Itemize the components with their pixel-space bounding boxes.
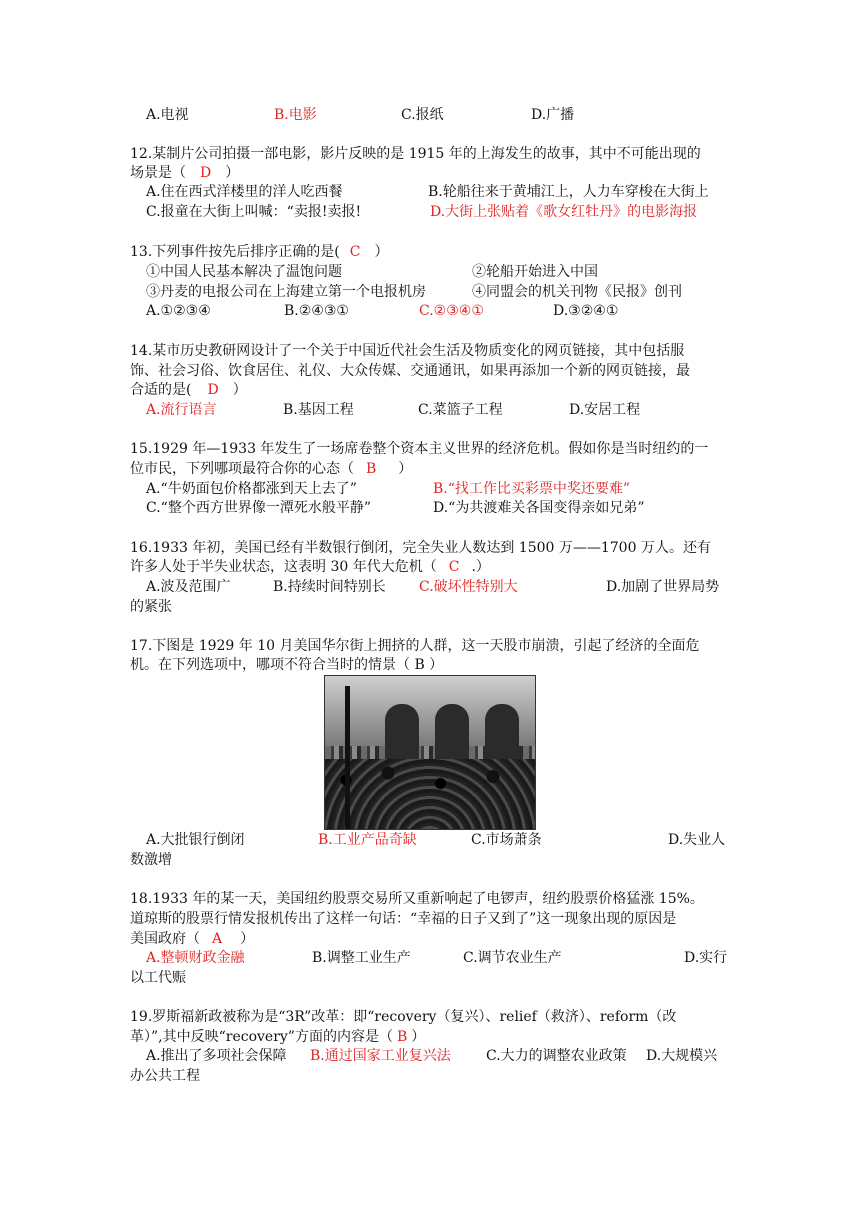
q16-option-a: A.波及范围广 xyxy=(146,579,231,595)
q18-option-d-continued: 以工代赈 xyxy=(130,970,186,986)
q14-option-b: B.基因工程 xyxy=(283,402,354,418)
q12-option-c: C.报童在大街上叫喊：“卖报!卖报! xyxy=(146,204,362,220)
q11-option-a: A.电视 xyxy=(146,107,189,123)
q19-answer: B xyxy=(396,1029,408,1045)
q15-stem-line1: 15.1929 年—1933 年发生了一场席卷整个资本主义世界的经济危机。假如你是当时纽约的一 xyxy=(130,441,709,457)
q19-option-d: D.大规模兴 xyxy=(646,1048,718,1064)
q12-stem-line1: 12.某制片公司拍摄一部电影，影片反映的是 1915 年的上海发生的故事，其中不可能出现的 xyxy=(130,146,701,162)
q13-option-a: A.①②③④ xyxy=(146,303,211,319)
q17-option-c: C.市场萧条 xyxy=(471,832,542,848)
photo-crowd xyxy=(325,759,535,829)
q14-option-c: C.菜篮子工程 xyxy=(418,402,503,418)
q19-option-a: A.推出了多项社会保障 xyxy=(146,1048,287,1064)
q13-item-4: ④同盟会的机关刊物《民报》创刊 xyxy=(472,284,682,300)
q17-option-d: D.失业人 xyxy=(668,832,726,848)
q11-option-b: B.电影 xyxy=(274,107,317,123)
q16-option-d-continued: 的紧张 xyxy=(130,599,172,615)
q14-stem-line1: 14.某市历史教研网设计了一个关于中国近代社会生活及物质变化的网页链接，其中包括服 xyxy=(130,343,685,359)
q19-option-c: C.大力的调整农业政策 xyxy=(486,1048,627,1064)
q18-stem-line1: 18.1933 年的某一天，美国纽约股票交易所又重新响起了电锣声，纽约股票价格猛涨 15%。 xyxy=(130,891,704,907)
q12-stem-line2: 场景是（ D ） xyxy=(130,165,240,181)
q16-stem-line2: 许多人处于半失业状态，这表明 30 年代大危机（ C .） xyxy=(130,559,490,575)
q18-option-c: C.调节农业生产 xyxy=(463,950,562,966)
q12-answer: D xyxy=(200,165,212,181)
q19-option-d-continued: 办公共工程 xyxy=(130,1068,200,1084)
q14-stem-line3: 合适的是( D ） xyxy=(130,382,247,398)
q15-option-d: D.“为共渡难关各国变得亲如兄弟” xyxy=(433,500,645,516)
q16-stem-line1: 16.1933 年初，美国已经有半数银行倒闭，完全失业人数达到 1500 万——1700 万人。还有 xyxy=(130,540,711,556)
q12-option-b: B.轮船往来于黄埔江上，人力车穿梭在大街上 xyxy=(428,184,709,200)
q13-item-2: ②轮船开始进入中国 xyxy=(472,264,598,280)
q14-option-d: D.安居工程 xyxy=(569,402,641,418)
q17-option-a: A.大批银行倒闭 xyxy=(146,832,245,848)
q13-option-d: D.③②④① xyxy=(553,303,619,319)
q13-stem: 13.下列事件按先后排序正确的是( C ） xyxy=(130,244,389,260)
q12-option-a: A.住在西式洋楼里的洋人吃西餐 xyxy=(146,184,343,200)
q18-option-b: B.调整工业生产 xyxy=(312,950,411,966)
q18-option-d: D.实行 xyxy=(684,950,728,966)
q16-option-b: B.持续时间特别长 xyxy=(273,579,386,595)
photo-arch xyxy=(485,704,519,764)
q13-item-3: ③丹麦的电报公司在上海建立第一个电报机房 xyxy=(146,284,426,300)
q14-answer: D xyxy=(207,382,219,398)
q17-option-b: B.工业产品奇缺 xyxy=(318,832,417,848)
q19-stem-line1: 19.罗斯福新政被称为是“3R”改革：即“recovery（复兴）、relief（救济）、reform（改 xyxy=(130,1009,677,1025)
q15-option-c: C.“整个西方世界像一潭死水般平静” xyxy=(146,500,371,516)
q15-option-b: B.“找工作比买彩票中奖还要难” xyxy=(433,481,631,497)
q15-stem-line2: 位市民，下列哪项最符合你的心态（ B ） xyxy=(130,461,413,477)
q16-answer: C xyxy=(448,559,460,575)
q19-stem-line2: 革）”,其中反映“recovery”方面的内容是（ B ） xyxy=(130,1029,426,1045)
q11-option-c: C.报纸 xyxy=(401,107,444,123)
q18-stem-line3: 美国政府（ A ） xyxy=(130,931,255,947)
wall-street-crowd-photo xyxy=(324,675,536,830)
q13-option-b: B.②④③① xyxy=(284,303,349,319)
q14-option-a: A.流行语言 xyxy=(146,402,217,418)
q17-stem-line1: 17.下图是 1929 年 10 月美国华尔街上拥挤的人群，这一天股市崩溃，引起了经济的全面危 xyxy=(130,638,700,654)
q14-stem-line2: 饰、社会习俗、饮食居住、礼仪、大众传媒、交通通讯，如果再添加一个新的网页链接，最 xyxy=(130,363,690,379)
photo-arch xyxy=(385,704,419,764)
q11-option-d: D.广播 xyxy=(531,107,575,123)
q13-option-c: C.②③④① xyxy=(419,303,484,319)
q18-option-a: A.整顿财政金融 xyxy=(146,950,245,966)
q19-option-b: B.通过国家工业复兴法 xyxy=(310,1048,451,1064)
q13-item-1: ①中国人民基本解决了温饱问题 xyxy=(146,264,342,280)
photo-arch xyxy=(435,704,469,764)
q12-option-d: D.大街上张贴着《歌女红牡丹》的电影海报 xyxy=(430,204,698,220)
q15-option-a: A.“牛奶面包价格都涨到天上去了” xyxy=(146,481,357,497)
q18-stem-line2: 道琼斯的股票行情发报机传出了这样一句话：“幸福的日子又到了”这一现象出现的原因是 xyxy=(130,911,677,927)
q15-answer: B xyxy=(366,461,377,477)
photo-lamp-pole xyxy=(345,686,350,829)
q16-option-c: C.破坏性特别大 xyxy=(419,579,518,595)
q13-answer: C xyxy=(349,244,361,260)
q17-option-d-continued: 数激增 xyxy=(130,852,172,868)
q17-stem-line2: 机。在下列选项中，哪项不符合当时的情景（ B ） xyxy=(130,657,444,673)
q16-option-d: D.加剧了世界局势 xyxy=(606,579,720,595)
q18-answer: A xyxy=(212,931,223,947)
